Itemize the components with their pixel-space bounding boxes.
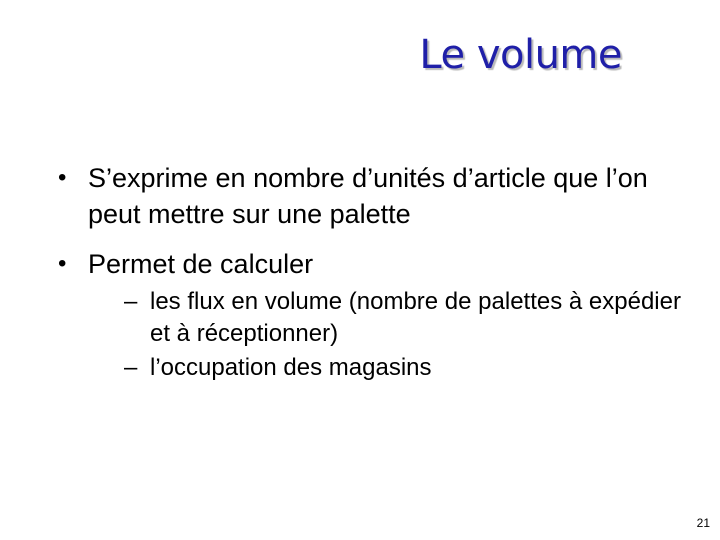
- bullet-text: S’exprime en nombre d’unités d’article que l’on peut mettre sur une palette: [88, 163, 648, 229]
- bullet-marker: •: [58, 164, 67, 191]
- slide-title: Le volume: [419, 32, 622, 78]
- bullet-marker: •: [58, 250, 67, 277]
- sub-bullet-marker: –: [124, 354, 138, 381]
- bullet-text: Permet de calculer: [88, 249, 314, 279]
- slide-content: [58, 160, 698, 398]
- sub-bullet-text: l’occupation des magasins: [150, 354, 432, 381]
- sub-bullet-list: [124, 286, 698, 384]
- sub-bullet-text: les flux en volume (nombre de palettes à expédier et à réceptionner): [150, 288, 681, 347]
- bullet-item: [58, 160, 698, 232]
- sub-bullet-marker: –: [124, 288, 138, 315]
- sub-bullet-item: [124, 352, 698, 384]
- bullet-item: [58, 246, 698, 384]
- sub-bullet-item: [124, 286, 698, 350]
- page-number: 21: [696, 516, 710, 530]
